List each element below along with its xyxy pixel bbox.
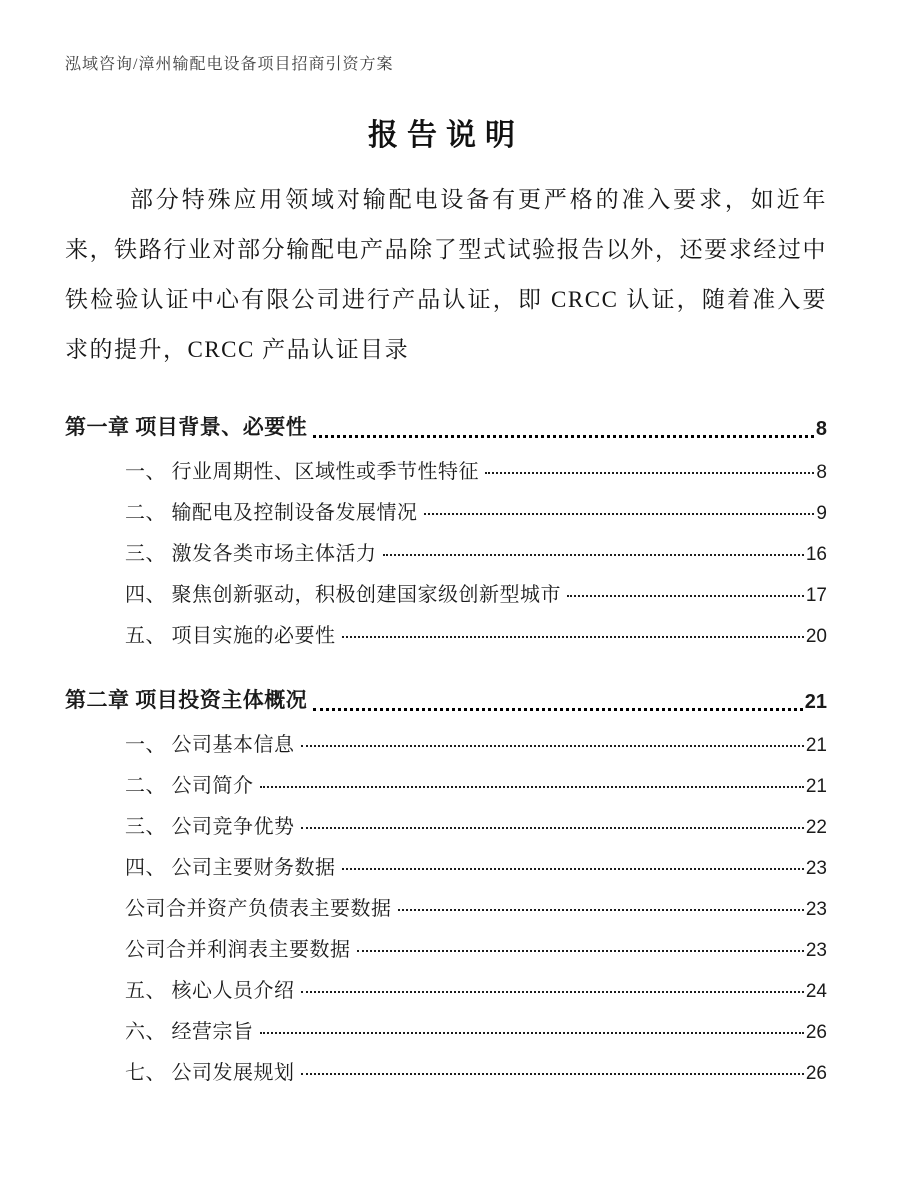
- toc-item-label: 公司合并利润表主要数据: [125, 939, 351, 961]
- toc-page-number: 20: [805, 626, 827, 647]
- toc-item-label: 五、 核心人员介绍: [125, 980, 295, 1002]
- toc-item-label: 四、 公司主要财务数据: [125, 857, 336, 879]
- dot-leader: [342, 868, 804, 870]
- toc-page-number: 23: [805, 899, 827, 920]
- dot-leader: [383, 554, 804, 556]
- toc-item[interactable]: [65, 933, 827, 974]
- toc-item-label: 二、 公司简介: [125, 775, 254, 797]
- toc-item[interactable]: [65, 455, 827, 496]
- table-of-contents: [65, 395, 827, 1097]
- toc-item-label: 五、 项目实施的必要性: [125, 625, 336, 647]
- toc-page-number: 24: [805, 981, 827, 1002]
- dot-leader: [260, 786, 804, 788]
- toc-item-label: 三、 公司竞争优势: [125, 816, 295, 838]
- dot-leader: [357, 950, 804, 952]
- toc-item-label: 一、 公司基本信息: [125, 734, 295, 756]
- dot-leader: [313, 708, 803, 711]
- toc-chapter-label: 第一章 项目背景、必要性: [65, 415, 308, 439]
- toc-item[interactable]: [65, 728, 827, 769]
- toc-item[interactable]: [65, 1015, 827, 1056]
- toc-item[interactable]: [65, 619, 827, 660]
- dot-leader: [424, 513, 815, 515]
- toc-page-number: 16: [805, 544, 827, 565]
- toc-item[interactable]: [65, 974, 827, 1015]
- toc-page-number: 21: [805, 776, 827, 797]
- toc-item[interactable]: [65, 537, 827, 578]
- dot-leader: [301, 991, 804, 993]
- toc-item[interactable]: [65, 892, 827, 933]
- toc-item-label: 一、 行业周期性、区域性或季节性特征: [125, 461, 479, 483]
- toc-page-number: 21: [804, 691, 827, 713]
- toc-chapter-label: 第二章 项目投资主体概况: [65, 688, 308, 712]
- dot-leader: [260, 1032, 804, 1034]
- toc-page-number: 26: [805, 1022, 827, 1043]
- dot-leader: [313, 435, 814, 438]
- toc-page-number: 23: [805, 940, 827, 961]
- toc-page-number: 21: [805, 735, 827, 756]
- toc-page-number: 9: [816, 503, 827, 524]
- dot-leader: [301, 827, 804, 829]
- toc-item[interactable]: [65, 769, 827, 810]
- toc-page-number: 8: [816, 462, 827, 483]
- dot-leader: [301, 745, 804, 747]
- toc-item-label: 公司合并资产负债表主要数据: [125, 898, 392, 920]
- intro-paragraph: 部分特殊应用领域对输配电设备有更严格的准入要求，如近年来，铁路行业对部分输配电产品除了型式试验报告以外，还要求经过中铁检验认证中心有限公司进行产品认证，即 CRCC 认证，随着准入要求的提升，CRCC 产品认证目录: [65, 187, 827, 362]
- toc-item-label: 四、 聚焦创新驱动，积极创建国家级创新型城市: [125, 584, 561, 606]
- toc-chapter-2[interactable]: [65, 668, 827, 728]
- toc-item[interactable]: [65, 851, 827, 892]
- toc-page-number: 8: [815, 418, 827, 440]
- dot-leader: [301, 1073, 804, 1075]
- toc-page-number: 23: [805, 858, 827, 879]
- page-title: 报告说明: [368, 119, 524, 152]
- toc-item[interactable]: [65, 1056, 827, 1097]
- toc-item[interactable]: [65, 578, 827, 619]
- dot-leader: [342, 636, 804, 638]
- toc-item-label: 三、 激发各类市场主体活力: [125, 543, 377, 565]
- toc-item-label: 六、 经营宗旨: [125, 1021, 254, 1043]
- toc-item[interactable]: [65, 496, 827, 537]
- document-header-text: 泓域咨询/漳州输配电设备项目招商引资方案: [65, 56, 394, 73]
- toc-page-number: 26: [805, 1063, 827, 1084]
- toc-chapter-1[interactable]: [65, 395, 827, 455]
- toc-page-number: 22: [805, 817, 827, 838]
- toc-item[interactable]: [65, 810, 827, 851]
- dot-leader: [485, 472, 814, 474]
- dot-leader: [567, 595, 804, 597]
- dot-leader: [398, 909, 804, 911]
- toc-item-label: 二、 输配电及控制设备发展情况: [125, 502, 418, 524]
- toc-item-label: 七、 公司发展规划: [125, 1062, 295, 1084]
- toc-page-number: 17: [805, 585, 827, 606]
